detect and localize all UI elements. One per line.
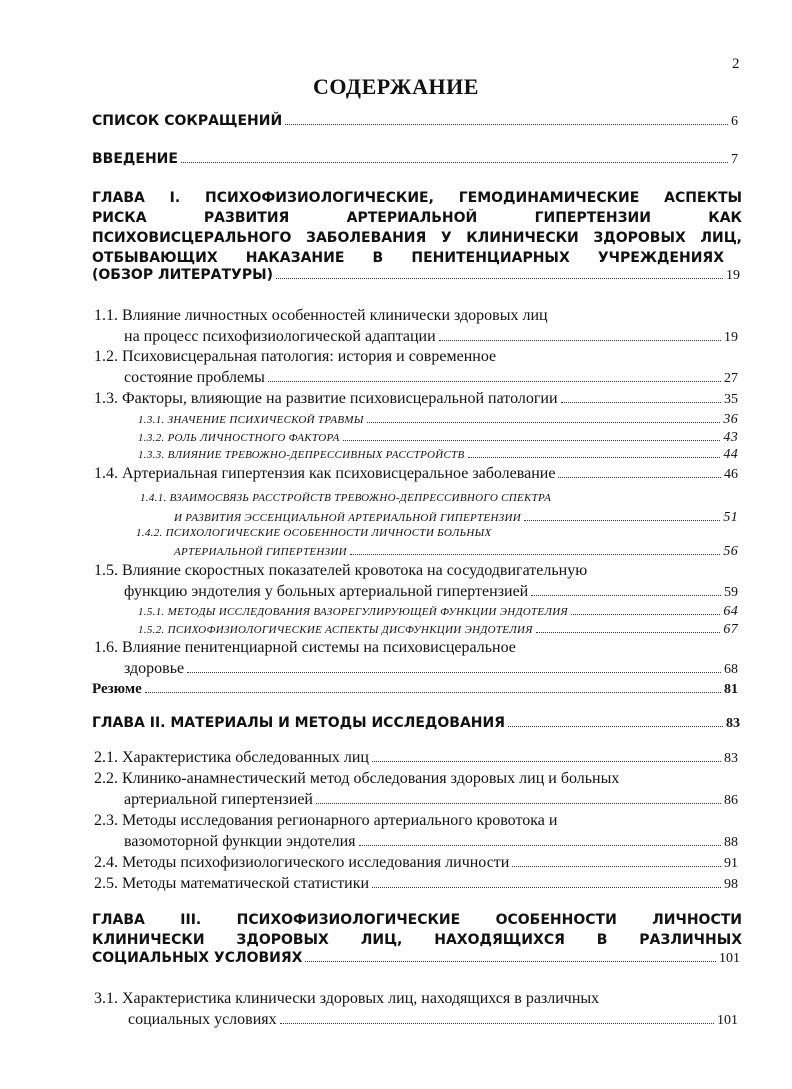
toc-page-number: 43 (723, 430, 738, 445)
toc-entry-label: артериальной гипертензией (124, 791, 313, 808)
chapter-heading-line: ПСИХОВИСЦЕРАЛЬНОГО ЗАБОЛЕВАНИЯ У КЛИНИЧЕСКИ ЗДОРОВЫХ ЛИЦ, (92, 230, 742, 246)
toc-page-number: 51 (723, 510, 738, 525)
toc-page-number: 98 (724, 877, 738, 892)
toc-subsection-1-5-2[interactable] (138, 622, 738, 638)
toc-entry-label: состояние проблемы (124, 369, 265, 386)
toc-page-number: 59 (724, 585, 738, 600)
toc-page-number: 91 (724, 856, 738, 871)
toc-page-number: 7 (731, 152, 738, 167)
chapter-heading-line: ОТБЫВАЮЩИХ НАКАЗАНИЕ В ПЕНИТЕНЦИАРНЫХ УЧРЕЖДЕНИЯХ (92, 250, 724, 266)
dot-leader (439, 340, 721, 341)
toc-entry-label: 2.4. Методы психофизиологического исследования личности (94, 854, 510, 871)
dot-leader (372, 887, 721, 888)
chapter-heading-line: ГЛАВА I. ПСИХОФИЗИОЛОГИЧЕСКИЕ, ГЕМОДИНАМИЧЕСКИЕ АСПЕКТЫ (92, 190, 742, 206)
dot-leader (367, 422, 721, 423)
toc-entry-label: 1.5.1. МЕТОДЫ ИССЛЕДОВАНИЯ ВАЗОРЕГУЛИРУЮЩЕЙ ФУНКЦИИ ЭНДОТЕЛИЯ (138, 606, 568, 618)
dot-leader (181, 162, 728, 163)
toc-entry-label: 2.2. Клинико-анамнестический метод обследования здоровых лиц и больных (94, 770, 620, 787)
dot-leader (187, 672, 721, 673)
toc-entry-label: 1.3.2. РОЛЬ ЛИЧНОСТНОГО ФАКТОРА (138, 432, 340, 444)
toc-entry-label: здоровье (124, 660, 185, 677)
toc-entry-label: 1.2. Психовисцеральная патология: история и современное (94, 348, 497, 365)
dot-leader (561, 402, 721, 403)
toc-entry-label: 1.4.1. ВЗАИМОСВЯЗЬ РАССТРОЙСТВ ТРЕВОЖНО-ДЕПРЕССИВНОГО СПЕКТРА (140, 492, 552, 504)
toc-entry-label: 3.1. Характеристика клинически здоровых лиц, находящихся в различных (94, 990, 600, 1007)
dot-leader (508, 726, 723, 727)
toc-entry-label: 1.5. Влияние скоростных показателей кровотока на сосудодвигательную (94, 562, 588, 579)
toc-subsection-1-3-3[interactable] (138, 447, 738, 463)
dot-leader (536, 632, 721, 633)
toc-entry-label: 1.3.1. ЗНАЧЕНИЕ ПСИХИЧЕСКОЙ ТРАВМЫ (138, 414, 364, 426)
toc-page-number: 36 (723, 412, 738, 427)
toc-section-2-4[interactable] (94, 854, 738, 872)
toc-page-number: 27 (724, 371, 738, 386)
chapter-last-line (92, 950, 740, 967)
toc-page-number: 101 (717, 1013, 738, 1028)
toc-entry-label: 1.4. Артериальная гипертензия как психовисцеральное заболевание (94, 465, 556, 482)
toc-entry-label: 2.3. Методы исследования регионарного артериального кровотока и (94, 812, 558, 829)
toc-page-number: 86 (724, 793, 738, 808)
toc-entry-label: вазомоторной функции эндотелия (124, 833, 356, 850)
toc-entry-resume[interactable] (92, 681, 738, 698)
toc-section-2-5[interactable] (94, 875, 738, 893)
dot-leader (524, 520, 720, 521)
toc-page-number: 64 (723, 604, 738, 619)
toc-page-number: 56 (723, 544, 738, 559)
toc-entry-label: 2.5. Методы математической статистики (94, 875, 370, 892)
dot-leader (558, 477, 721, 478)
toc-entry-label: ГЛАВА II. МАТЕРИАЛЫ И МЕТОДЫ ИССЛЕДОВАНИЯ (92, 715, 506, 731)
toc-page-number: 81 (724, 682, 738, 697)
dot-leader (372, 761, 721, 762)
chapter-heading-line: ГЛАВА III. ПСИХОФИЗИОЛОГИЧЕСКИЕ ОСОБЕННОСТИ ЛИЧНОСТИ (92, 912, 742, 928)
dot-leader (359, 845, 721, 846)
toc-entry-label: 1.3. Факторы, влияющие на развитие психовисцеральной патологии (94, 390, 558, 407)
toc-page-number: 19 (724, 330, 738, 345)
toc-page-number: 83 (724, 751, 738, 766)
toc-entry-label: на процесс психофизиологической адаптации (124, 328, 436, 345)
toc-subsection-1-3-2[interactable] (138, 430, 738, 446)
toc-page-number: 6 (731, 114, 738, 129)
dot-leader (468, 457, 721, 458)
toc-section-2-1[interactable] (94, 749, 738, 767)
toc-entry-label: 1.3.3. ВЛИЯНИЕ ТРЕВОЖНО-ДЕПРЕССИВНЫХ РАССТРОЙСТВ (138, 449, 465, 461)
toc-subsection-1-5-1[interactable] (138, 604, 738, 620)
toc-entry-label: 2.1. Характеристика обследованных лиц (94, 749, 369, 766)
toc-page-number: 88 (724, 835, 738, 850)
toc-entry-label: И РАЗВИТИЯ ЭССЕНЦИАЛЬНОЙ АРТЕРИАЛЬНОЙ ГИПЕРТЕНЗИИ (174, 512, 521, 524)
dot-leader (512, 866, 721, 867)
toc-entry-label: СОЦИАЛЬНЫХ УСЛОВИЯХ (92, 950, 303, 966)
chapter-last-line (92, 267, 740, 284)
dot-leader (268, 381, 721, 382)
toc-subsection-1-3-1[interactable] (138, 412, 738, 428)
dot-leader (280, 1023, 714, 1024)
toc-page-number: 35 (724, 392, 738, 407)
toc-entry-label: ВВЕДЕНИЕ (92, 151, 178, 167)
dot-leader (276, 278, 723, 279)
dot-leader (285, 124, 728, 125)
toc-entry-label: 1.6. Влияние пенитенциарной системы на психовисцеральное (94, 639, 516, 656)
toc-entry-abbreviations[interactable] (92, 113, 738, 130)
chapter-heading-line: КЛИНИЧЕСКИ ЗДОРОВЫХ ЛИЦ, НАХОДЯЩИХСЯ В РАЗЛИЧНЫХ (92, 932, 742, 948)
toc-page-number: 101 (719, 951, 740, 966)
toc-entry-label: 1.5.2. ПСИХОФИЗИОЛОГИЧЕСКИЕ АСПЕКТЫ ДИСФУНКЦИИ ЭНДОТЕЛИЯ (138, 624, 533, 636)
toc-section-1-4[interactable] (94, 465, 738, 483)
toc-entry-label: (ОБЗОР ЛИТЕРАТУРЫ) (92, 267, 274, 283)
toc-entry-label: социальных условиях (128, 1011, 277, 1028)
dot-leader (571, 614, 720, 615)
dot-leader (316, 803, 721, 804)
toc-page-number: 44 (723, 447, 738, 462)
toc-entry-label: Резюме (92, 681, 142, 697)
page-number: 2 (732, 56, 740, 72)
toc-page-number: 19 (726, 268, 740, 283)
dot-leader (145, 692, 721, 693)
toc-entry-label: функцию эндотелия у больных артериальной гипертензией (124, 583, 529, 600)
dot-leader (343, 440, 721, 441)
dot-leader (305, 961, 716, 962)
toc-entry-label: АРТЕРИАЛЬНОЙ ГИПЕРТЕНЗИИ (174, 546, 347, 558)
toc-chapter-2[interactable] (92, 715, 740, 732)
toc-entry-label: 1.4.2. ПСИХОЛОГИЧЕСКИЕ ОСОБЕННОСТИ ЛИЧНОСТИ БОЛЬНЫХ (136, 527, 492, 539)
toc-page-number: 68 (724, 662, 738, 677)
dot-leader (350, 554, 721, 555)
toc-entry-label: 1.1. Влияние личностных особенностей клинически здоровых лиц (94, 307, 548, 324)
toc-page-number: 46 (724, 467, 738, 482)
toc-page-number: 83 (726, 716, 740, 731)
toc-section-1-3[interactable] (94, 390, 738, 408)
toc-entry-introduction[interactable] (92, 151, 738, 168)
toc-page-number: 67 (723, 622, 738, 637)
dot-leader (531, 595, 721, 596)
toc-entry-label: СПИСОК СОКРАЩЕНИЙ (92, 113, 283, 129)
chapter-heading-line: РИСКА РАЗВИТИЯ АРТЕРИАЛЬНОЙ ГИПЕРТЕНЗИИ КАК (92, 210, 742, 226)
page-title: СОДЕРЖАНИЕ (313, 74, 479, 99)
